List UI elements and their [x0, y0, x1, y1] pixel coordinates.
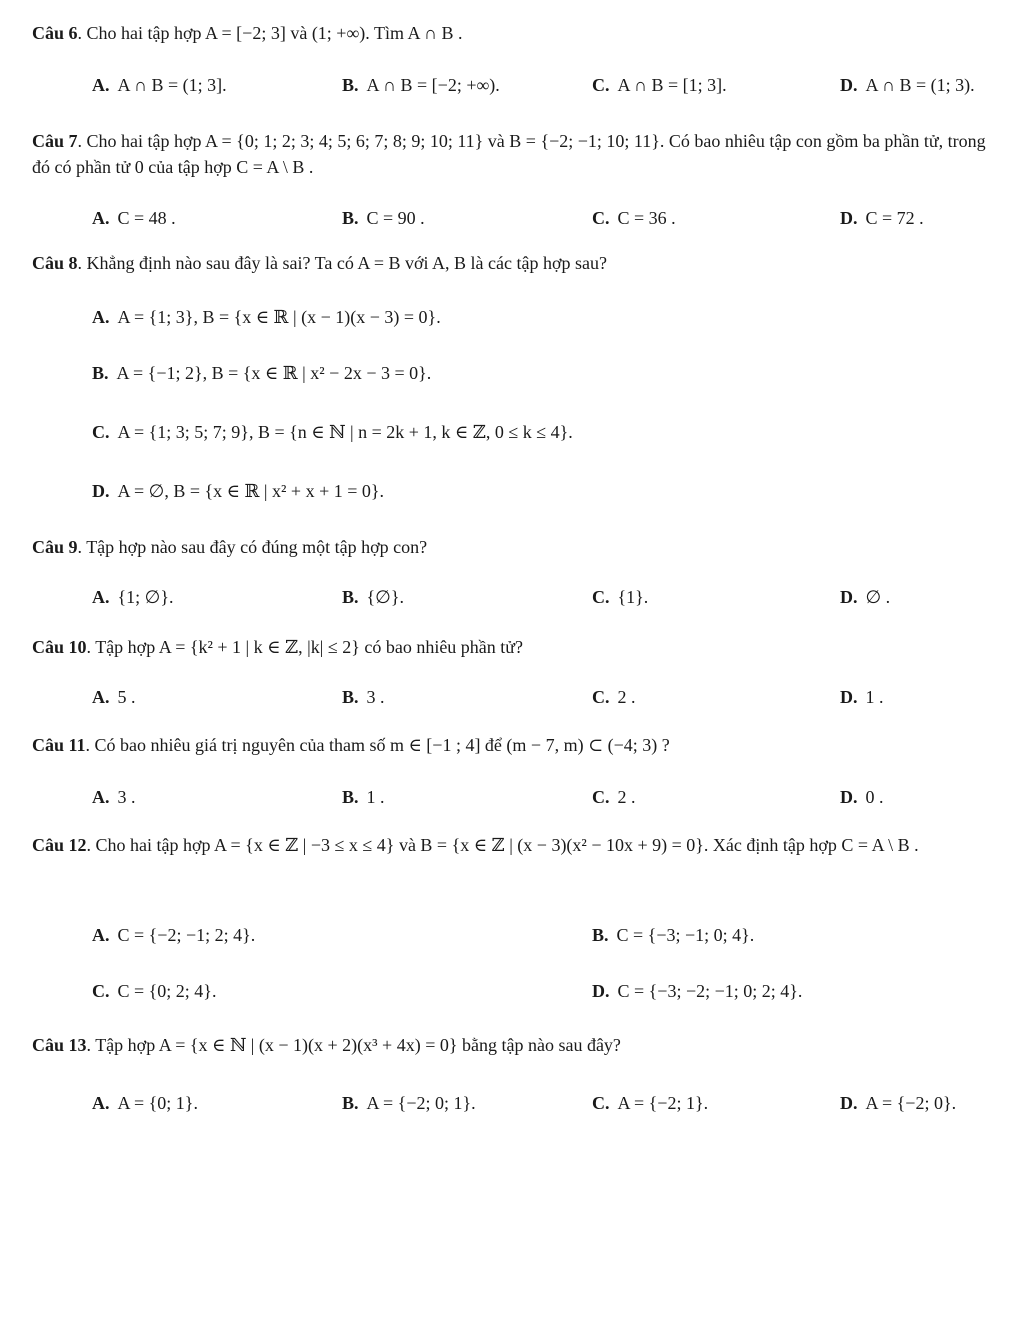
- option-d[interactable]: D. A = {−2; 0}.: [840, 1093, 957, 1113]
- question-label: Câu 11: [32, 735, 86, 755]
- question-text: . Tập hợp nào sau đây có đúng một tập hợp con?: [77, 537, 428, 557]
- option-d[interactable]: D. C = {−3; −2; −1; 0; 2; 4}.: [592, 981, 803, 1001]
- question-9: [32, 534, 1002, 560]
- option-d[interactable]: D. A ∩ B = (1; 3).: [840, 75, 975, 95]
- question-label: Câu 6: [32, 23, 78, 43]
- option-c[interactable]: C. A = {−2; 1}.: [592, 1093, 709, 1113]
- option-a[interactable]: A. A = {0; 1}.: [92, 1093, 198, 1113]
- option-b[interactable]: B. C = {−3; −1; 0; 4}.: [592, 925, 755, 945]
- option-a[interactable]: A. A ∩ B = (1; 3].: [92, 75, 227, 95]
- question-11: [32, 732, 1002, 758]
- question-label: Câu 13: [32, 1035, 87, 1055]
- option-a[interactable]: A. {1; ∅}.: [92, 587, 174, 607]
- option-b[interactable]: B. 1 .: [342, 787, 385, 807]
- question-13: [32, 1032, 1002, 1058]
- option-c[interactable]: C. A = {1; 3; 5; 7; 9}, B = {n ∈ ℕ | n = 2k + 1, k ∈ ℤ, 0 ≤ k ≤ 4}.: [92, 422, 573, 442]
- question-label: Câu 10: [32, 637, 87, 657]
- option-a[interactable]: A. 3 .: [92, 787, 136, 807]
- option-c[interactable]: C. 2 .: [592, 787, 636, 807]
- question-text: . Cho hai tập hợp A = {x ∈ ℤ | −3 ≤ x ≤ 4} và B = {x ∈ ℤ | (x − 3)(x² − 10x + 9) = 0}. Xác định tập hợp C = A \ B .: [86, 835, 919, 855]
- question-10: [32, 634, 1002, 660]
- option-b[interactable]: B. A ∩ B = [−2; +∞).: [342, 75, 500, 95]
- option-b[interactable]: B. A = {−2; 0; 1}.: [342, 1093, 476, 1113]
- question-text: . Tập hợp A = {x ∈ ℕ | (x − 1)(x + 2)(x³ + 4x) = 0} bằng tập nào sau đây?: [86, 1035, 621, 1055]
- question-8: [32, 250, 1002, 276]
- option-a[interactable]: A. C = {−2; −1; 2; 4}.: [92, 925, 256, 945]
- question-text: . Có bao nhiêu giá trị nguyên của tham số m ∈ [−1 ; 4] để (m − 7, m) ⊂ (−4; 3) ?: [85, 735, 670, 755]
- question-text: . Tập hợp A = {k² + 1 | k ∈ ℤ, |k| ≤ 2} có bao nhiêu phần tử?: [86, 637, 524, 657]
- question-12: [32, 832, 1002, 858]
- option-b[interactable]: B. {∅}.: [342, 587, 404, 607]
- option-b[interactable]: B. A = {−1; 2}, B = {x ∈ ℝ | x² − 2x − 3 = 0}.: [92, 363, 432, 383]
- option-a[interactable]: A. A = {1; 3}, B = {x ∈ ℝ | (x − 1)(x − 3) = 0}.: [92, 307, 441, 327]
- question-6: [32, 20, 1002, 46]
- question-label: Câu 9: [32, 537, 78, 557]
- option-a[interactable]: A. C = 48 .: [92, 208, 176, 228]
- option-c[interactable]: C. {1}.: [592, 587, 649, 607]
- option-a[interactable]: A. 5 .: [92, 687, 136, 707]
- option-c[interactable]: C. C = 36 .: [592, 208, 676, 228]
- option-c[interactable]: C. C = {0; 2; 4}.: [92, 981, 217, 1001]
- option-d[interactable]: D. ∅ .: [840, 587, 891, 607]
- question-label: Câu 8: [32, 253, 78, 273]
- question-text: . Cho hai tập hợp A = [−2; 3] và (1; +∞). Tìm A ∩ B .: [77, 23, 463, 43]
- option-b[interactable]: B. 3 .: [342, 687, 385, 707]
- option-d[interactable]: D. A = ∅, B = {x ∈ ℝ | x² + x + 1 = 0}.: [92, 481, 385, 501]
- question-label: Câu 12: [32, 835, 87, 855]
- option-b[interactable]: B. C = 90 .: [342, 208, 425, 228]
- option-d[interactable]: D. 0 .: [840, 787, 884, 807]
- option-d[interactable]: D. C = 72 .: [840, 208, 924, 228]
- question-7: [32, 128, 1002, 180]
- question-text: . Cho hai tập hợp A = {0; 1; 2; 3; 4; 5; 6; 7; 8; 9; 10; 11} và B = {−2; −1; 10; 11}. Có bao nhiêu tập con gồm ba phần tử, trong đó có phần tử 0 của tập hợp C = A \ B .: [32, 131, 986, 177]
- option-c[interactable]: C. A ∩ B = [1; 3].: [592, 75, 727, 95]
- question-text: . Khẳng định nào sau đây là sai? Ta có A = B với A, B là các tập hợp sau?: [77, 253, 607, 273]
- option-d[interactable]: D. 1 .: [840, 687, 884, 707]
- question-label: Câu 7: [32, 131, 78, 151]
- option-c[interactable]: C. 2 .: [592, 687, 636, 707]
